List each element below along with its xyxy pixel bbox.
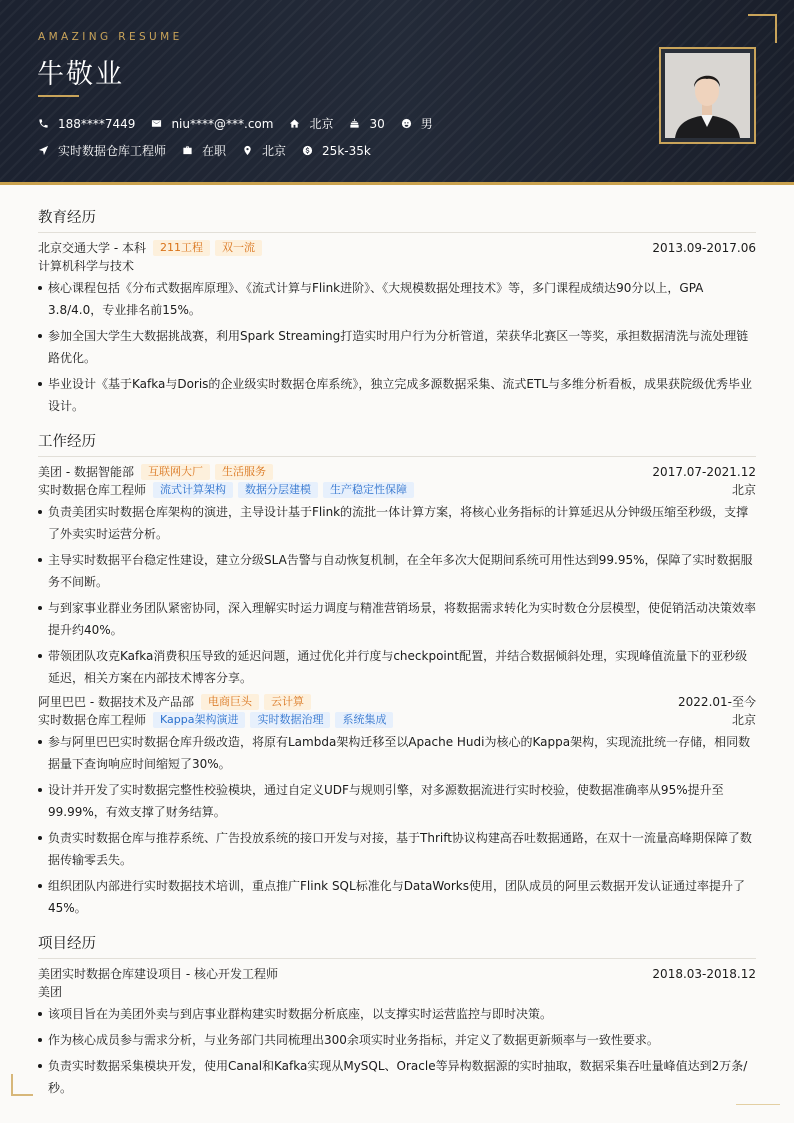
target-city-item bbox=[242, 142, 286, 159]
company-name: 阿里巴巴 - 数据技术及产品部 bbox=[38, 695, 194, 709]
project-entry bbox=[38, 965, 756, 1099]
job-role: 实时数据仓库工程师 bbox=[38, 483, 147, 497]
home-icon bbox=[289, 118, 300, 129]
company-name: 美团 - 数据智能部 bbox=[38, 465, 134, 479]
skill-tag: 流式计算架构 bbox=[153, 482, 233, 498]
resume-header bbox=[0, 0, 794, 185]
list-item: 参加全国大学生大数据挑战赛，利用Spark Streaming打造实时用户行为分析管道，荣获华北赛区一等奖，承担数据清洗与流处理链路优化。 bbox=[38, 325, 756, 369]
list-item: 负责美团实时数据仓库架构的演进，主导设计基于Flink的流批一体计算方案，将核心业务指标的计算延迟从分钟级压缩至秒级，支撑了外卖实时运营分析。 bbox=[38, 501, 756, 545]
list-item: 负责实时数据采集模块开发，使用Canal和Kafka实现从MySQL、Oracle等异构数据源的实时抽取，数据采集吞吐量峰值达到2万条/秒。 bbox=[38, 1055, 756, 1099]
skill-tag: Kappa架构演进 bbox=[153, 712, 245, 728]
job-city: 北京 bbox=[731, 483, 756, 497]
job-intent-row bbox=[38, 142, 387, 159]
list-item: 与到家事业群业务团队紧密协同，深入理解实时运力调度与精准营销场景，将数据需求转化为实时数仓分层模型，使促销活动决策效率提升约40%。 bbox=[38, 597, 756, 641]
job-city: 北京 bbox=[731, 713, 756, 727]
work-section bbox=[38, 430, 756, 919]
phone-text: 188****7449 bbox=[58, 116, 136, 131]
education-section bbox=[38, 206, 756, 417]
corner-ornament bbox=[748, 14, 777, 43]
job-entry bbox=[38, 463, 756, 689]
school-tag: 211工程 bbox=[153, 240, 210, 256]
list-item: 作为核心成员参与需求分析，与业务部门共同梳理出300余项实时业务指标，并定义了数据更新频率与一致性要求。 bbox=[38, 1029, 756, 1051]
name-underline bbox=[38, 95, 79, 97]
list-item: 组织团队内部进行实时数据技术培训，重点推广Flink SQL标准化与DataWorks使用，团队成员的阿里云数据开发认证通过率提升了45%。 bbox=[38, 875, 756, 919]
job-role-line bbox=[38, 711, 756, 729]
education-header bbox=[38, 239, 756, 257]
list-item: 参与阿里巴巴实时数据仓库升级改造，将原有Lambda架构迁移至以Apache Hudi为核心的Kappa架构，实现流批统一存储，相同数据量下查询响应时间缩短了30%。 bbox=[38, 731, 756, 775]
list-item: 毕业设计《基于Kafka与Doris的企业级实时数据仓库系统》，独立完成多源数据采集、流式ETL与多维分析看板，成果获院级优秀毕业设计。 bbox=[38, 373, 756, 417]
project-name: 美团实时数据仓库建设项目 - 核心开发工程师 bbox=[38, 967, 278, 981]
project-org: 美团 bbox=[38, 985, 63, 999]
corner-ornament-bottom-left bbox=[11, 1074, 33, 1096]
email-item bbox=[151, 117, 273, 131]
section-title: 工作经历 bbox=[38, 430, 756, 457]
list-item: 带领团队攻克Kafka消费积压导致的延迟问题，通过优化并行度与checkpoint配置，并结合数据倾斜处理，实现峰值流量下的亚秒级延迟，相关方案在内部技术博客分享。 bbox=[38, 645, 756, 689]
age-text: 30 bbox=[369, 116, 385, 131]
target-role-item bbox=[38, 142, 166, 159]
job-bullets bbox=[38, 731, 756, 919]
list-item: 该项目旨在为美团外卖与到店事业群构建实时数据分析底座，以支撑实时运营监控与即时决策。 bbox=[38, 1003, 756, 1025]
major: 计算机科学与技术 bbox=[38, 259, 135, 273]
salary-item bbox=[302, 144, 371, 158]
project-period: 2018.03-2018.12 bbox=[652, 967, 756, 981]
list-item: 设计并开发了实时数据完整性校验模块，通过自定义UDF与规则引擎，对多源数据流进行实时校验，使数据准确率从95%提升至99.99%，有效支撑了财务结算。 bbox=[38, 779, 756, 823]
gender-item bbox=[401, 115, 433, 132]
job-role: 实时数据仓库工程师 bbox=[38, 713, 147, 727]
contact-row bbox=[38, 115, 449, 132]
job-header bbox=[38, 463, 756, 481]
location-pin-icon bbox=[242, 145, 253, 156]
skill-tag: 系统集成 bbox=[335, 712, 393, 728]
school-name: 北京交通大学 - 本科 bbox=[38, 241, 146, 255]
phone-icon bbox=[38, 118, 49, 129]
mail-icon bbox=[151, 118, 162, 129]
project-header bbox=[38, 965, 756, 983]
status-item bbox=[182, 142, 226, 159]
gender-icon bbox=[401, 118, 412, 129]
list-item: 核心课程包括《分布式数据库原理》、《流式计算与Flink进阶》、《大规模数据处理技术》等，多门课程成绩达90分以上，GPA 3.8/4.0，专业排名前15%。 bbox=[38, 277, 756, 321]
brand-label: AMAZING RESUME bbox=[38, 31, 183, 43]
section-title: 教育经历 bbox=[38, 206, 756, 233]
skill-tag: 数据分层建模 bbox=[238, 482, 318, 498]
skill-tag: 生产稳定性保障 bbox=[323, 482, 414, 498]
job-period: 2017.07-2021.12 bbox=[652, 465, 756, 479]
skill-tag: 实时数据治理 bbox=[250, 712, 330, 728]
candidate-name: 牛敬业 bbox=[37, 59, 124, 90]
job-bullets bbox=[38, 501, 756, 689]
education-period: 2013.09-2017.06 bbox=[652, 241, 756, 255]
list-item: 主导实时数据平台稳定性建设，建立分级SLA告警与自动恢复机制，在全年多次大促期间系统可用性达到99.95%，保障了实时数据服务不间断。 bbox=[38, 549, 756, 593]
cake-icon bbox=[349, 118, 360, 129]
company-tag: 电商巨头 bbox=[201, 694, 259, 710]
profile-photo bbox=[659, 47, 756, 144]
residence-text: 北京 bbox=[309, 117, 334, 131]
job-header bbox=[38, 693, 756, 711]
resume-body bbox=[38, 206, 756, 1112]
company-tag: 云计算 bbox=[264, 694, 311, 710]
briefcase-icon bbox=[182, 145, 193, 156]
salary-text: 25k-35k bbox=[322, 143, 371, 158]
coin-icon bbox=[302, 145, 313, 156]
job-entry bbox=[38, 693, 756, 919]
job-period: 2022.01-至今 bbox=[678, 695, 756, 709]
email-text: niu****@***.com bbox=[171, 116, 274, 131]
company-tag: 生活服务 bbox=[215, 464, 273, 480]
school-tag: 双一流 bbox=[215, 240, 262, 256]
projects-section bbox=[38, 932, 756, 1099]
section-title: 项目经历 bbox=[38, 932, 756, 959]
job-role-line bbox=[38, 481, 756, 499]
target-role-text: 实时数据仓库工程师 bbox=[58, 144, 167, 158]
project-bullets bbox=[38, 1003, 756, 1099]
send-icon bbox=[38, 145, 49, 156]
phone-item bbox=[38, 117, 135, 131]
company-tag: 互联网大厂 bbox=[141, 464, 210, 480]
status-text: 在职 bbox=[202, 144, 227, 158]
list-item: 负责实时数据仓库与推荐系统、广告投放系统的接口开发与对接，基于Thrift协议构建高吞吐数据通路，在双十一流量高峰期保障了数据传输零丢失。 bbox=[38, 827, 756, 871]
education-bullets bbox=[38, 277, 756, 417]
gender-text: 男 bbox=[420, 117, 433, 131]
residence-item bbox=[289, 115, 333, 132]
target-city-text: 北京 bbox=[262, 144, 287, 158]
age-item bbox=[349, 117, 384, 131]
